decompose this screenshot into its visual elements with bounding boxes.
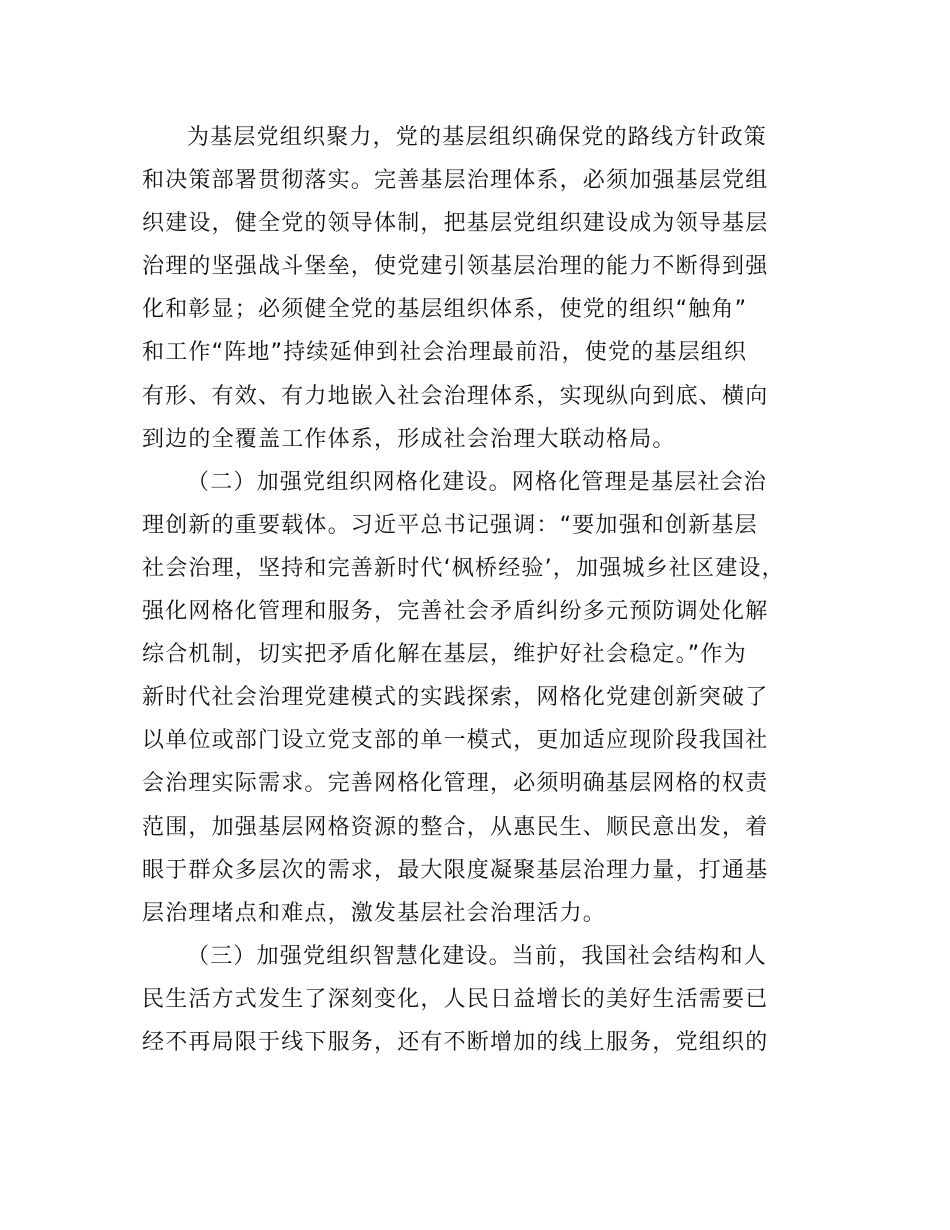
text-line: （二）加强党组织网格化建设。网格化管理是基层社会治 xyxy=(187,469,768,495)
text-line: 层治理堵点和难点，激发基层社会治理活力。 xyxy=(142,900,607,926)
text-line: 治理的坚强战斗堡垒，使党建引领基层治理的能力不断得到强 xyxy=(142,254,769,280)
text-line: 民生活方式发生了深刻变化，人民日益增长的美好生活需要已 xyxy=(142,986,769,1012)
text-line: 理创新的重要载体。习近平总书记强调：“要加强和创新基层 xyxy=(142,512,758,538)
text-line: 以单位或部门设立党支部的单一模式，更加适应现阶段我国社 xyxy=(142,728,769,754)
text-line: （三）加强党组织智慧化建设。当前，我国社会结构和人 xyxy=(187,943,768,969)
text-line: 社会治理，坚持和完善新时代‘枫桥经验’，加强城乡社区建设， xyxy=(142,555,785,581)
text-line: 眼于群众多层次的需求，最大限度凝聚基层治理力量，打通基 xyxy=(142,857,769,883)
text-line: 范围，加强基层网格资源的整合，从惠民生、顺民意出发，着 xyxy=(142,814,769,840)
text-line: 织建设，健全党的领导体制，把基层党组织建设成为领导基层 xyxy=(142,211,769,237)
paragraph-2 xyxy=(142,461,822,935)
paragraph-3 xyxy=(142,935,822,1064)
text-line: 有形、有效、有力地嵌入社会治理体系，实现纵向到底、横向 xyxy=(142,383,769,409)
paragraph-1 xyxy=(142,116,822,461)
text-line: 化和彰显；必须健全党的基层组织体系，使党的组织“触角” xyxy=(142,297,748,323)
text-line: 会治理实际需求。完善网格化管理，必须明确基层网格的权责 xyxy=(142,771,769,797)
text-line: 为基层党组织聚力，党的基层组织确保党的路线方针政策 xyxy=(187,125,768,150)
text-line: 新时代社会治理党建模式的实践探索，网格化党建创新突破了 xyxy=(142,685,769,711)
text-line: 经不再局限于线下服务，还有不断增加的线上服务，党组织的 xyxy=(142,1029,769,1055)
text-line: 到边的全覆盖工作体系，形成社会治理大联动格局。 xyxy=(142,426,676,452)
text-line: 和决策部署贯彻落实。完善基层治理体系，必须加强基层党组 xyxy=(142,168,769,194)
text-line: 综合机制，切实把矛盾化解在基层，维护好社会稳定。”作为 xyxy=(142,642,747,668)
document-body xyxy=(142,116,822,1064)
text-line: 强化网格化管理和服务，完善社会矛盾纠纷多元预防调处化解 xyxy=(142,599,769,625)
text-line: 和工作“阵地”持续延伸到社会治理最前沿，使党的基层组织 xyxy=(142,340,748,366)
